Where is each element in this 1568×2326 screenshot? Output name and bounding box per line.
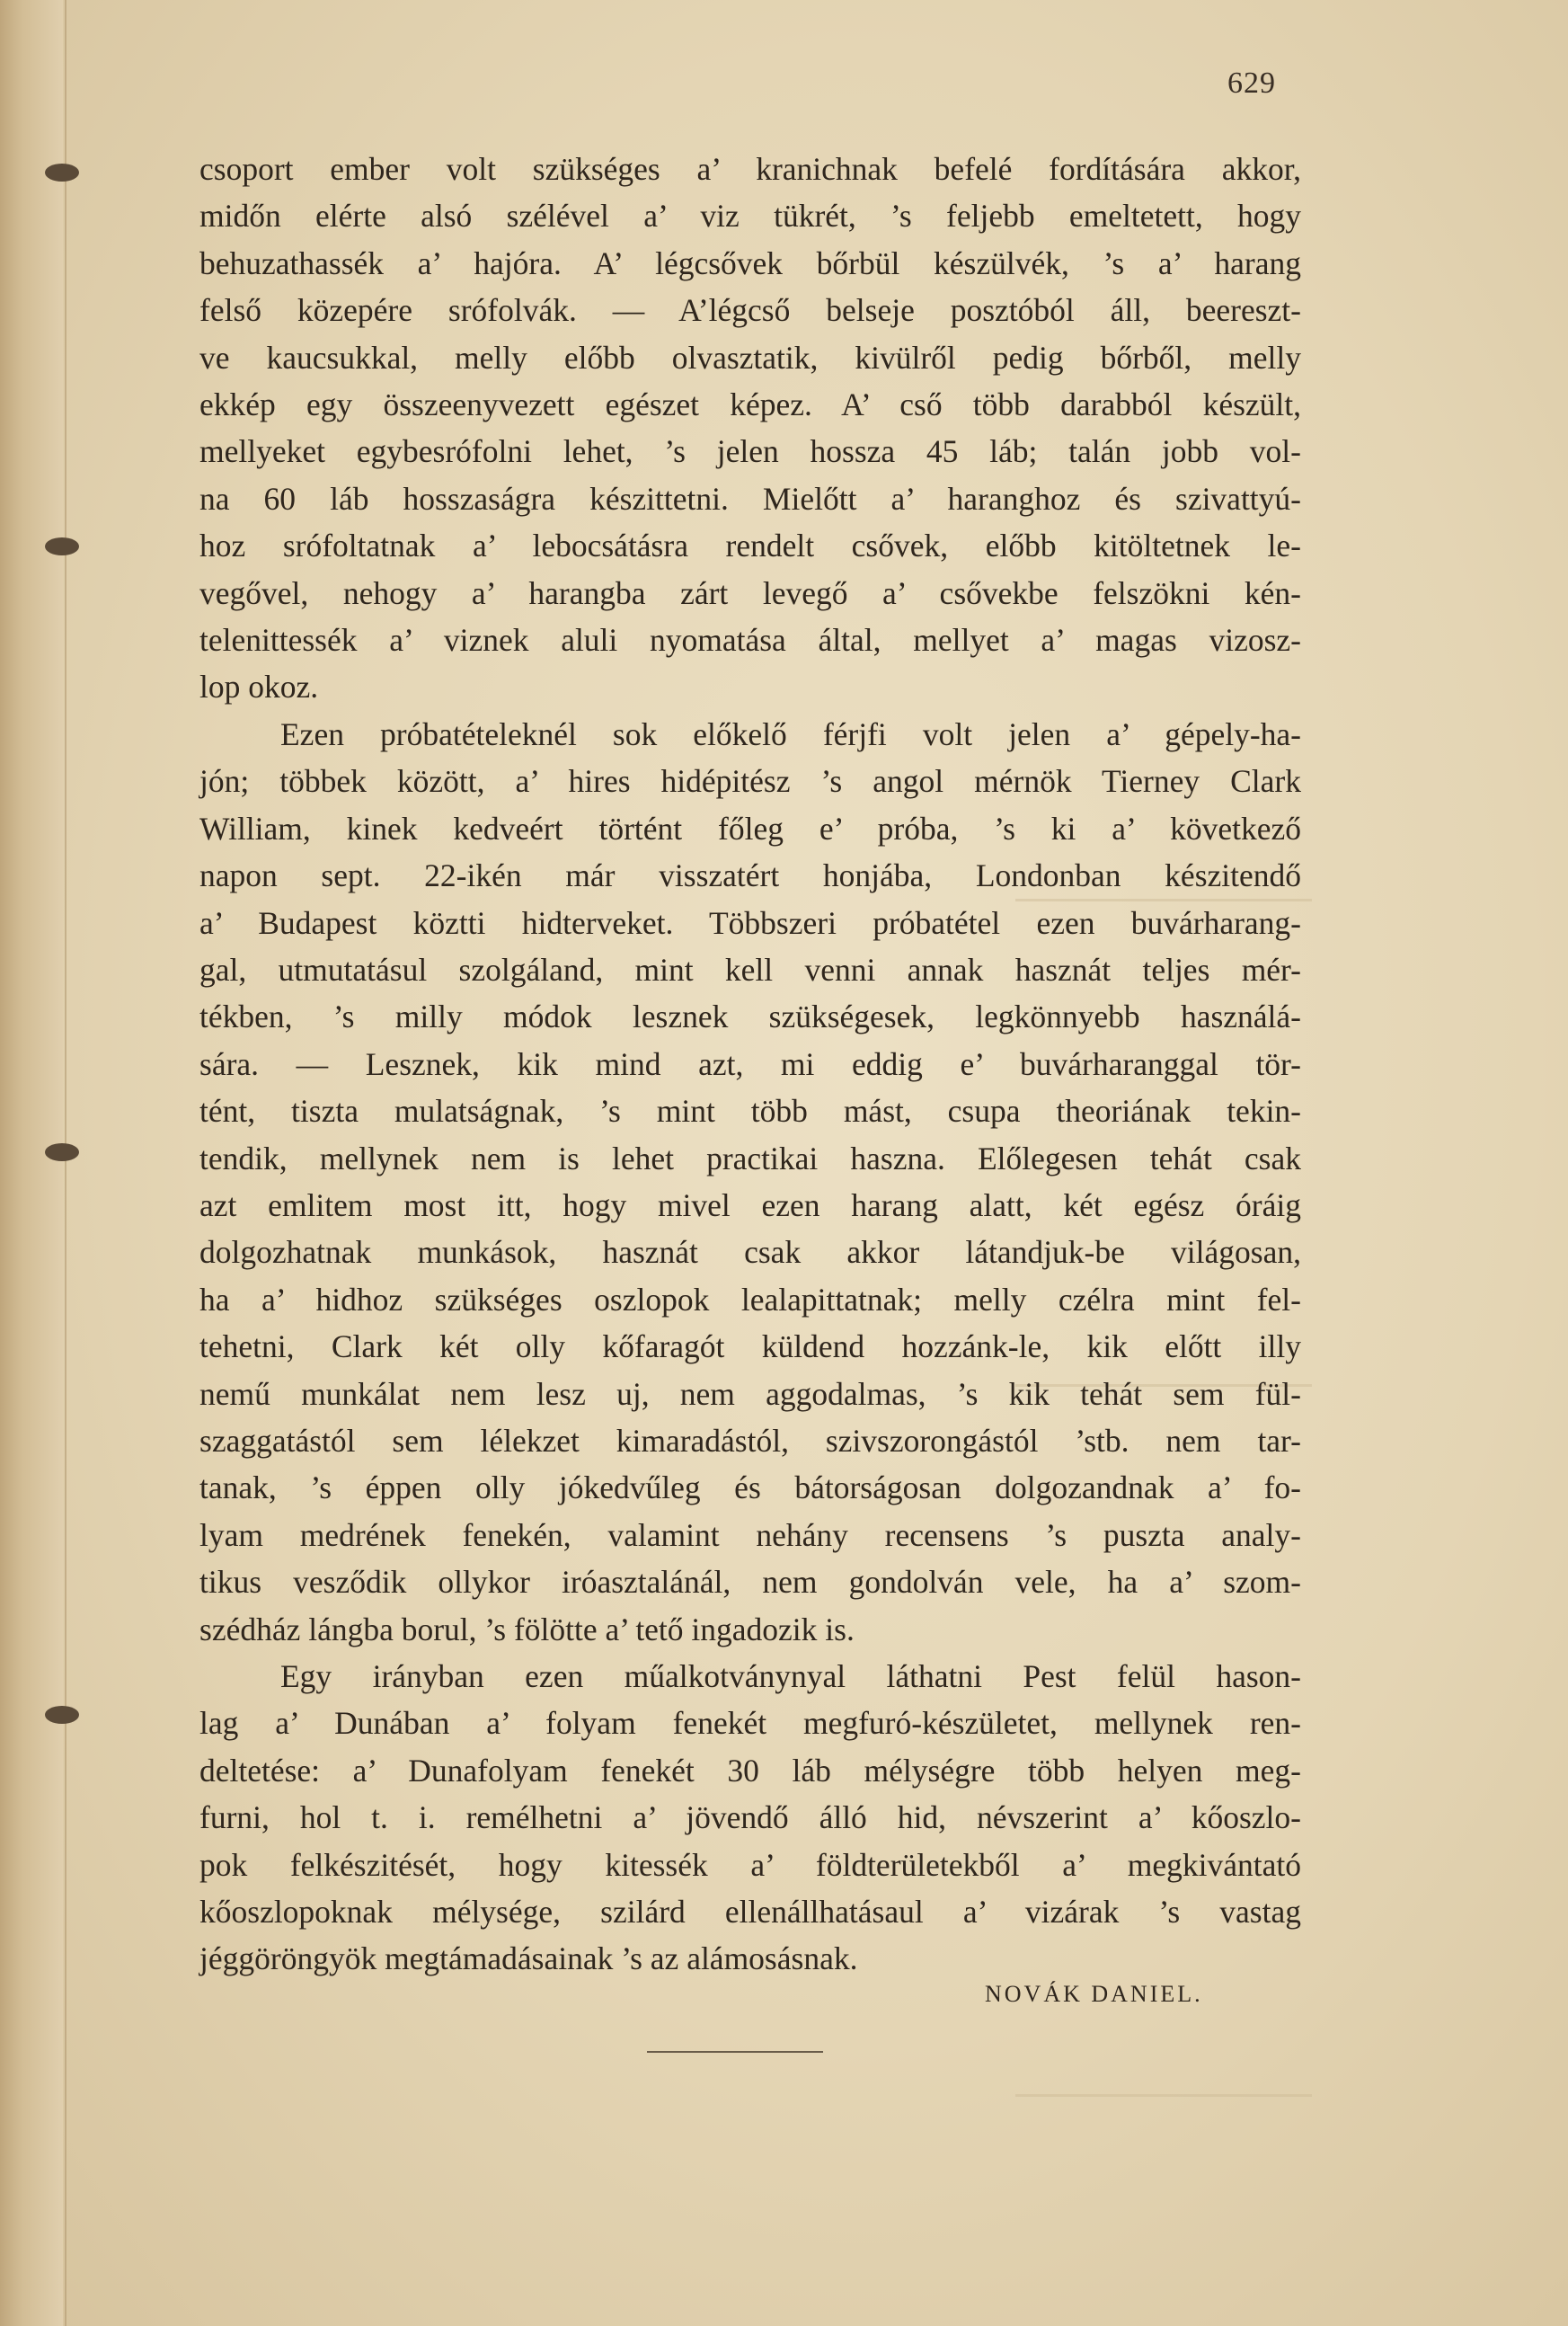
closing-rule bbox=[647, 2051, 823, 2053]
text-line: ve kaucsukkal, melly előbb olvasztatik, kivülről pedig bőrből, melly bbox=[199, 339, 1301, 376]
text-line: ha a’ hidhoz szükséges oszlopok lealapittatnak; melly czélra mint fel- bbox=[199, 1281, 1301, 1318]
text-line: sára. — Lesznek, kik mind azt, mi eddig e’ buvárharanggal tör- bbox=[199, 1045, 1301, 1082]
text-line: behuzathassék a’ hajóra. A’ légcsővek bőrbül készülvék, ’s a’ harang bbox=[199, 244, 1301, 281]
text-line: tanak, ’s éppen olly jókedvűleg és bátorságosan dolgozandnak a’ fo- bbox=[199, 1469, 1301, 1506]
text-line: telenittessék a’ viznek aluli nyomatása által, mellyet a’ magas vizosz- bbox=[199, 622, 1301, 659]
text-line: kőoszlopoknak mélysége, szilárd ellenállhatásaul a’ vizárak ’s vastag bbox=[199, 1894, 1301, 1931]
text-line: szaggatástól sem lélekzet kimaradástól, szivszorongástól ’stb. nem tar- bbox=[199, 1422, 1301, 1459]
binding-stitch bbox=[45, 1143, 79, 1161]
text-line: gal, utmutatásul szolgáland, mint kell venni annak hasznát teljes mér- bbox=[199, 951, 1301, 988]
text-line: csoport ember volt szükséges a’ kranichnak befelé fordítására akkor, bbox=[199, 151, 1301, 187]
text-line: vegővel, nehogy a’ harangba zárt levegő a’ csővekbe felszökni kén- bbox=[199, 574, 1301, 611]
text-line: tént, tiszta mulatságnak, ’s mint több mást, csupa theoriának tekin- bbox=[199, 1093, 1301, 1130]
text-line: dolgozhatnak munkások, hasznát csak akkor látandjuk-be világosan, bbox=[199, 1234, 1301, 1271]
page-number: 629 bbox=[1227, 67, 1276, 100]
text-line: William, kinek kedveért történt főleg e’ próba, ’s ki a’ következő bbox=[199, 810, 1301, 847]
text-line: Egy irányban ezen műalkotványnyal láthatni Pest felül hason- bbox=[280, 1658, 1301, 1694]
text-line: lag a’ Dunában a’ folyam fenekét megfuró-készületet, mellynek ren- bbox=[199, 1705, 1301, 1742]
author-signature: NOVÁK DANIEL. bbox=[985, 1981, 1203, 2007]
bleed-through-mark bbox=[1015, 2094, 1312, 2097]
text-line: napon sept. 22-ikén már visszatért honjába, Londonban készitendő bbox=[199, 857, 1301, 894]
body-text bbox=[199, 146, 1301, 1983]
text-line: szédház lángba borul, ’s fölötte a’ tető ingadozik is. bbox=[199, 1611, 855, 1647]
text-line: mellyeket egybesrófolni lehet, ’s jelen hossza 45 láb; talán jobb vol- bbox=[199, 433, 1301, 470]
text-line: midőn elérte alsó szélével a’ viz tükrét, ’s feljebb emeltetett, hogy bbox=[199, 198, 1301, 235]
binding-fold bbox=[65, 0, 66, 2326]
text-line: deltetése: a’ Dunafolyam fenekét 30 láb mélységre több helyen meg- bbox=[199, 1752, 1301, 1789]
text-line: lop okoz. bbox=[199, 669, 319, 706]
binding-edge bbox=[0, 0, 63, 2326]
text-line: tikus vesződik ollykor iróasztalánál, nem gondolván vele, ha a’ szom- bbox=[199, 1564, 1301, 1601]
text-line: na 60 láb hosszaságra készittetni. Mielőtt a’ haranghoz és szivattyú- bbox=[199, 480, 1301, 517]
text-line: tendik, mellynek nem is lehet practikai haszna. Előlegesen tehát csak bbox=[199, 1140, 1301, 1176]
text-line: tehetni, Clark két olly kőfaragót küldend hozzánk-le, kik előtt illy bbox=[199, 1328, 1301, 1365]
text-line: ekkép egy összeenyvezett egészet képez. A’ cső több darabból készült, bbox=[199, 386, 1301, 423]
paragraph bbox=[199, 1653, 1301, 1983]
text-line: nemű munkálat nem lesz uj, nem aggodalmas, ’s kik tehát sem fül- bbox=[199, 1375, 1301, 1412]
text-line: felső közepére srófolvák. — A’légcső belseje posztóból áll, beereszt- bbox=[199, 292, 1301, 329]
binding-stitch bbox=[45, 537, 79, 555]
text-line: azt emlitem most itt, hogy mivel ezen harang alatt, két egész óráig bbox=[199, 1186, 1301, 1223]
text-line: lyam medrének fenekén, valamint nehány recensens ’s puszta analy- bbox=[199, 1516, 1301, 1553]
paragraph bbox=[199, 146, 1301, 711]
text-line: tékben, ’s milly módok lesznek szükségesek, legkönnyebb használá- bbox=[199, 999, 1301, 1035]
paragraph bbox=[199, 711, 1301, 1653]
text-line: hoz srófoltatnak a’ lebocsátásra rendelt csővek, előbb kitöltetnek le- bbox=[199, 528, 1301, 564]
text-line: furni, hol t. i. remélhetni a’ jövendő álló hid, névszerint a’ kőoszlo- bbox=[199, 1799, 1301, 1836]
binding-stitch bbox=[45, 1706, 79, 1724]
text-line: Ezen próbatételeknél sok előkelő férjfi volt jelen a’ gépely-ha- bbox=[280, 715, 1301, 752]
text-line: jéggöröngyök megtámadásainak ’s az alámosásnak. bbox=[199, 1940, 858, 1977]
binding-stitch bbox=[45, 164, 79, 182]
text-line: a’ Budapest köztti hidterveket. Többszeri próbatétel ezen buvárharang- bbox=[199, 904, 1301, 941]
text-line: jón; többek között, a’ hires hidépitész ’s angol mérnök Tierney Clark bbox=[199, 763, 1301, 800]
text-line: pok felkészitését, hogy kitessék a’ földterületekből a’ megkivántató bbox=[199, 1846, 1301, 1883]
